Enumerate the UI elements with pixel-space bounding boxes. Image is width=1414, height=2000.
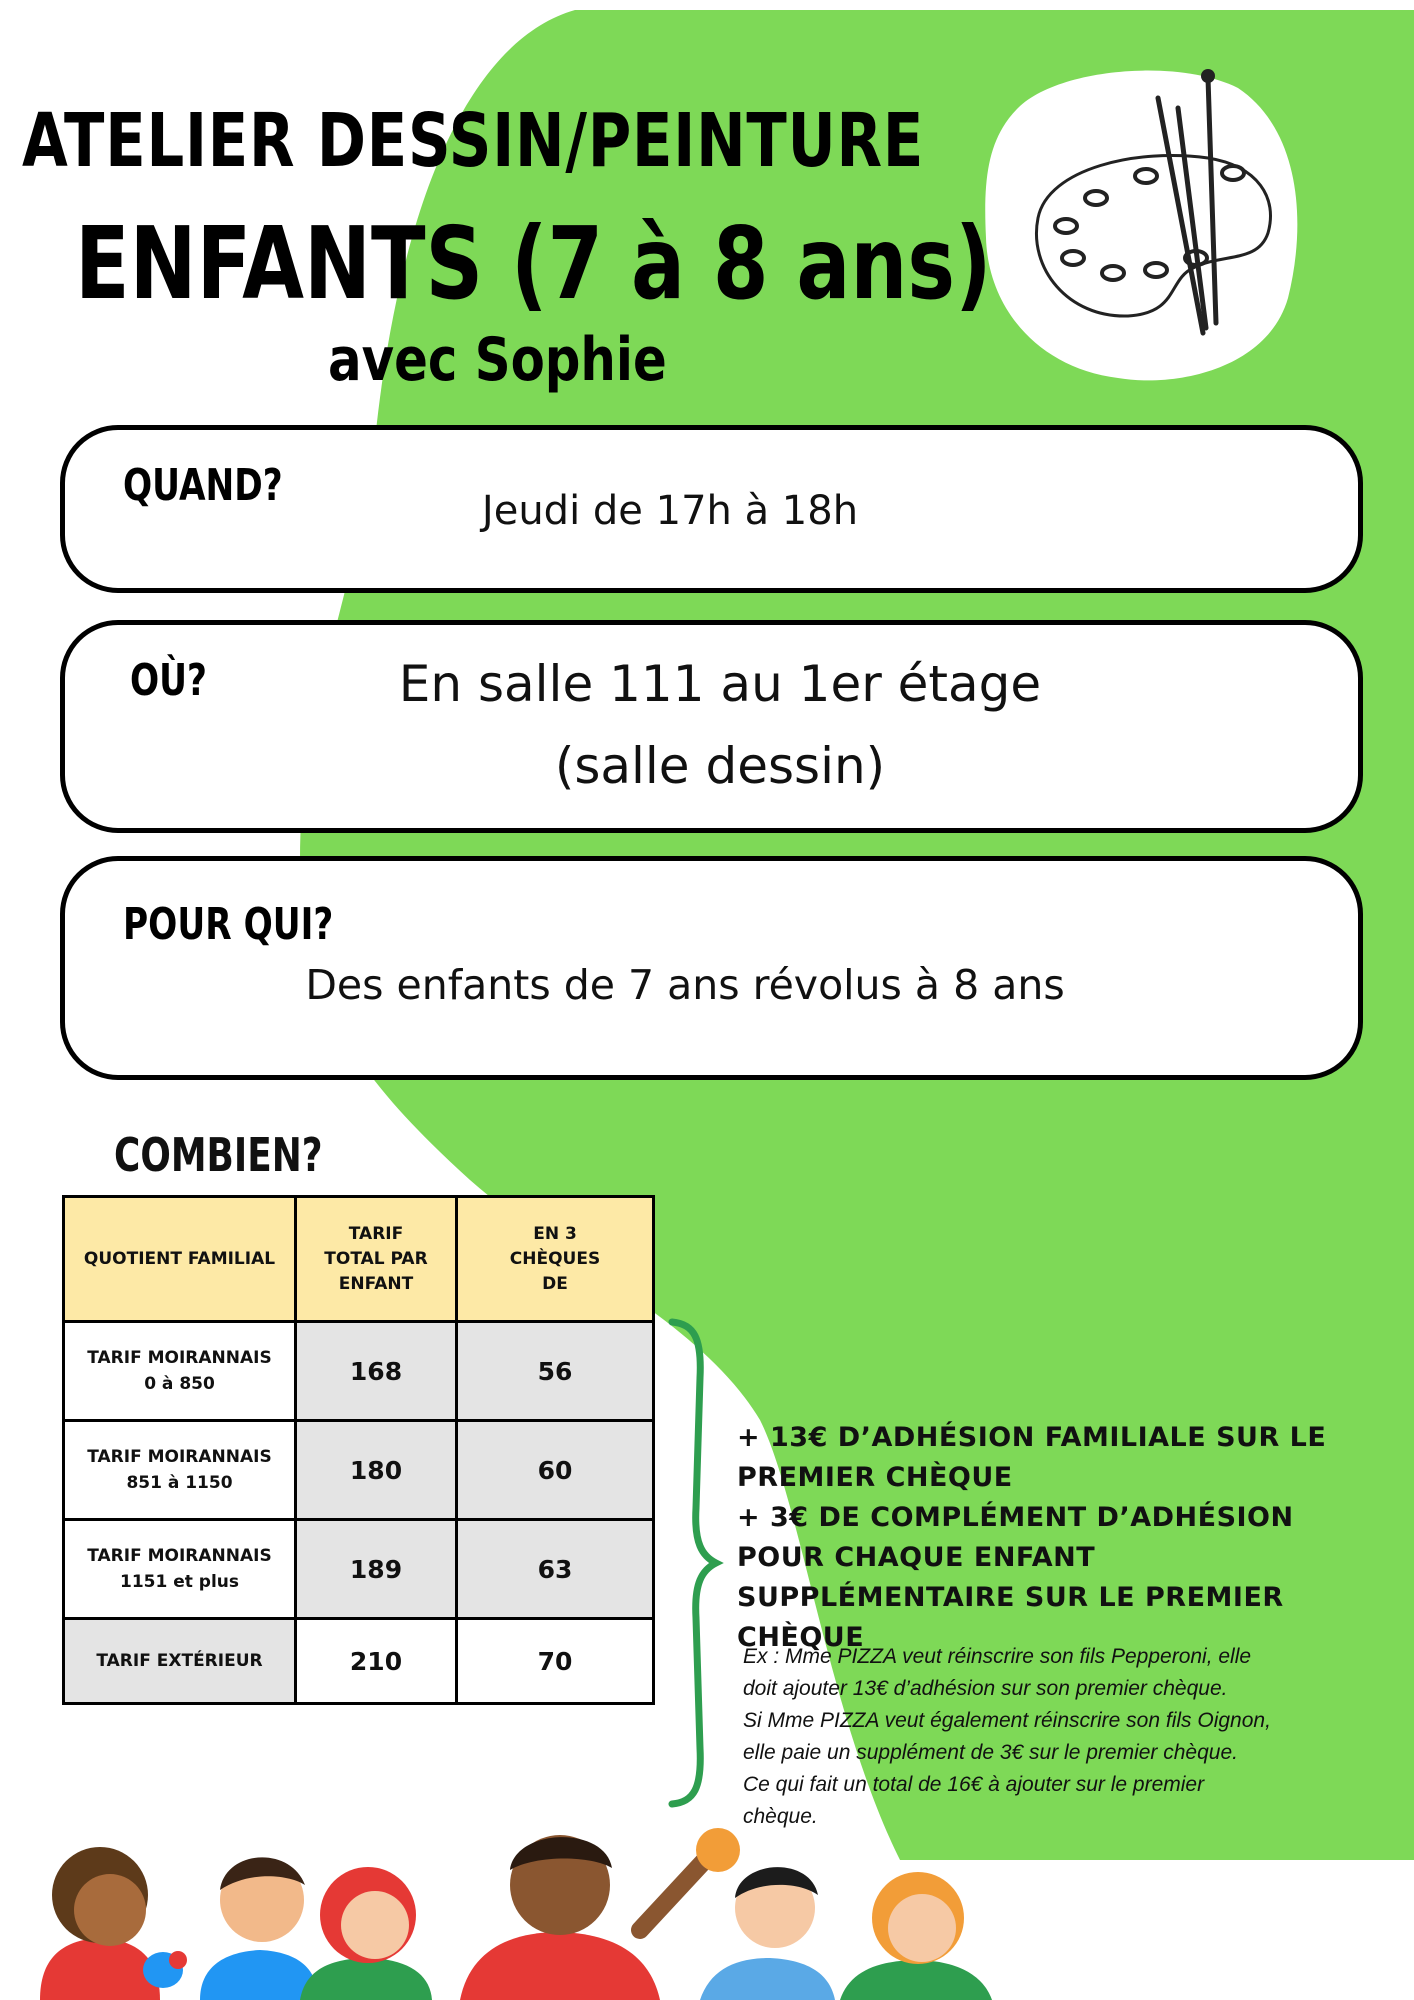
row-total: 180 — [296, 1421, 457, 1520]
quand-text: Jeudi de 17h à 18h — [481, 488, 859, 534]
row-cheque: 63 — [457, 1520, 654, 1619]
row-name-line-2: 1151 et plus — [119, 1572, 240, 1592]
row-name-line-1: TARIF EXTÉRIEUR — [96, 1651, 263, 1671]
header-tarif-total: TARIF TOTAL PAR ENFANT — [296, 1197, 457, 1322]
ou-line-2: (salle dessin) — [554, 737, 886, 795]
example-line: Si Mme PIZZA veut également réinscrire son fils Oignon, — [743, 1709, 1271, 1732]
paint-palette-icon — [978, 48, 1308, 398]
table-row — [64, 1520, 654, 1619]
row-name-line-2: 0 à 850 — [144, 1374, 215, 1394]
pour-qui-text: Des enfants de 7 ans révolus à 8 ans — [305, 961, 1065, 1009]
row-name-line-1: TARIF MOIRANNAIS — [87, 1546, 272, 1566]
table-row — [64, 1619, 654, 1704]
row-cheque: 60 — [457, 1421, 654, 1520]
title-line-3: avec Sophie — [328, 325, 667, 395]
row-name-line-2: 851 à 1150 — [126, 1473, 233, 1493]
combien-label: COMBIEN? — [114, 1128, 323, 1182]
pour-qui-box — [60, 856, 1363, 1080]
table-header-row — [64, 1197, 654, 1322]
example-line: Ce qui fait un total de 16€ à ajouter sur le premier — [743, 1773, 1205, 1796]
row-name-line-1: TARIF MOIRANNAIS — [87, 1447, 272, 1467]
table-row — [64, 1421, 654, 1520]
adhesion-line: + 3€ DE COMPLÉMENT D’ADHÉSION POUR CHAQUE ENFANT SUPPLÉMENTAIRE SUR LE PREMIER CHÈQUE — [737, 1502, 1294, 1653]
row-name — [64, 1619, 296, 1704]
adhesion-note — [737, 1418, 1377, 1658]
title-line-2: ENFANTS (7 à 8 ans) — [75, 205, 992, 322]
pour-qui-label: POUR QUI? — [123, 899, 334, 950]
children-illustration — [0, 1820, 1060, 2000]
example-line: doit ajouter 13€ d’adhésion sur son premier chèque. — [743, 1677, 1228, 1700]
quand-box — [60, 425, 1363, 593]
row-name — [64, 1322, 296, 1421]
quand-label: QUAND? — [123, 460, 283, 511]
header-quotient: QUOTIENT FAMILIAL — [64, 1197, 296, 1322]
price-table — [62, 1195, 655, 1705]
curly-brace — [664, 1318, 724, 1808]
ou-label: OÙ? — [130, 655, 207, 706]
example-line: Ex : Mme PIZZA veut réinscrire son fils Pepperoni, elle — [743, 1645, 1252, 1668]
example-note — [743, 1641, 1363, 1833]
title-line-1: ATELIER DESSIN/PEINTURE — [22, 98, 925, 184]
row-cheque: 70 — [457, 1619, 654, 1704]
row-name — [64, 1520, 296, 1619]
adhesion-line: + 13€ D’ADHÉSION FAMILIALE SUR LE PREMIER CHÈQUE — [737, 1422, 1327, 1493]
example-line: chèque. — [743, 1805, 818, 1828]
example-line: elle paie un supplément de 3€ sur le premier chèque. — [743, 1741, 1238, 1764]
row-cheque: 56 — [457, 1322, 654, 1421]
row-name — [64, 1421, 296, 1520]
row-name-line-1: TARIF MOIRANNAIS — [87, 1348, 272, 1368]
header-cheques: EN 3 CHÈQUES DE — [457, 1197, 654, 1322]
row-total: 210 — [296, 1619, 457, 1704]
row-total: 189 — [296, 1520, 457, 1619]
ou-line-1: En salle 111 au 1er étage — [398, 655, 1042, 713]
row-total: 168 — [296, 1322, 457, 1421]
table-row — [64, 1322, 654, 1421]
ou-box — [60, 620, 1363, 833]
